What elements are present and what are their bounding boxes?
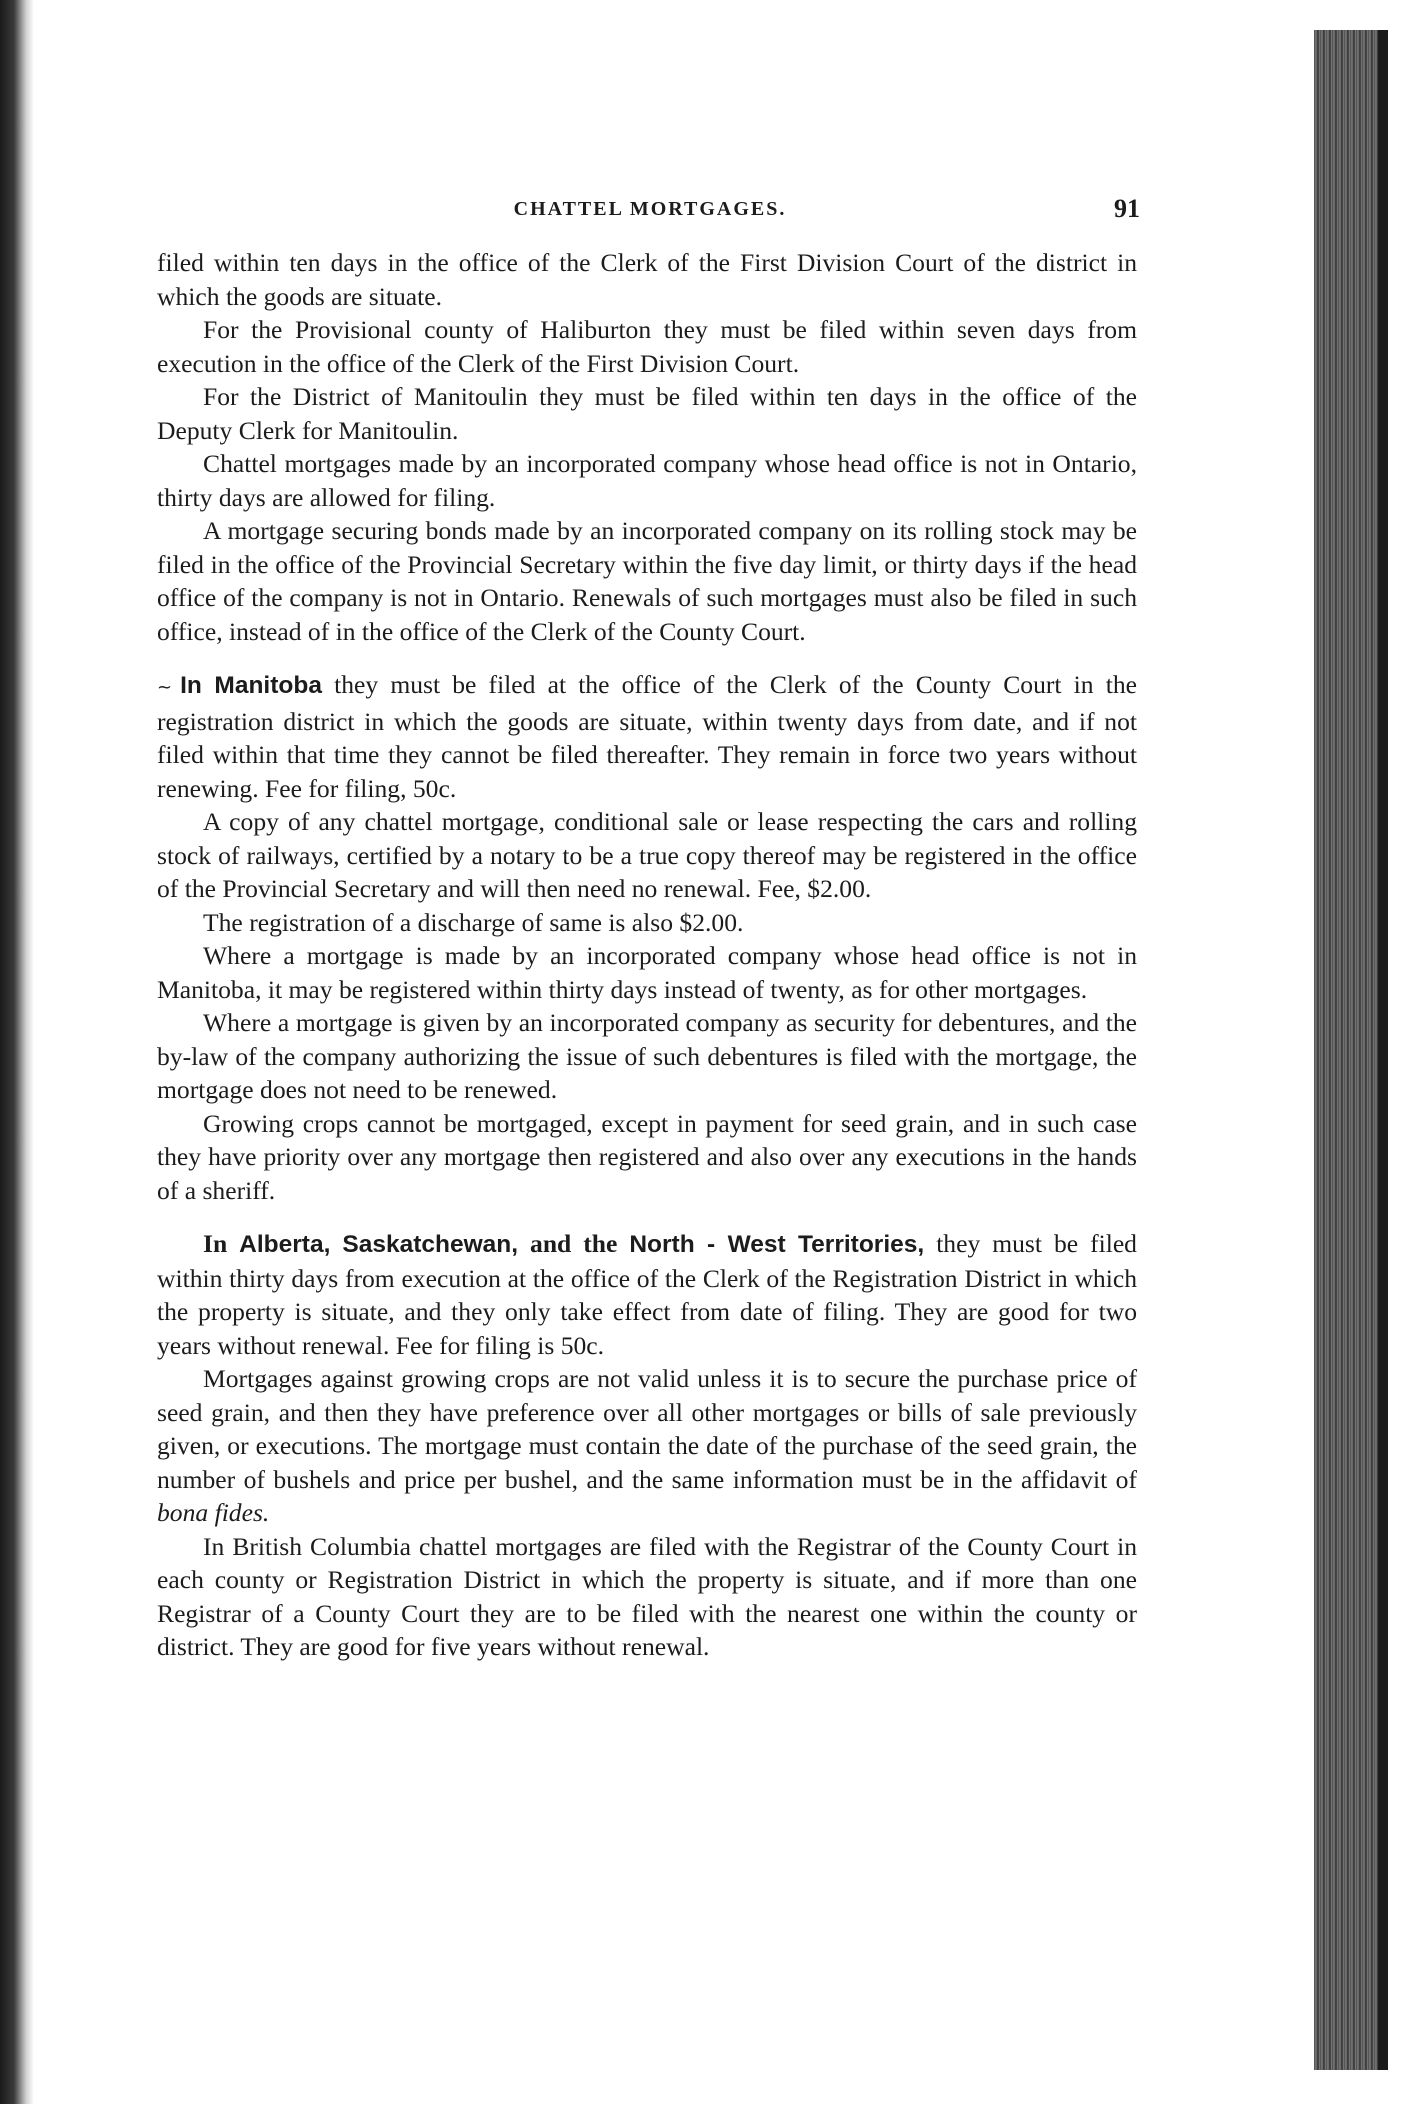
paragraph: For the District of Manitoulin they must be filed within ten days in the office of the Deputy Clerk for Manitoulin. (157, 382, 1137, 445)
book-binding-left-edge (0, 0, 34, 2104)
heading-and-the: and the (530, 1229, 618, 1258)
alberta-text: they must be filed within thirty days from execution at the office of the Clerk of the Registration District in which the property is situate, and they only take effect from date of filing. They are good for two years without renewal. Fee for filing is 50c. (157, 1229, 1137, 1360)
paragraph-crops (157, 1362, 1137, 1530)
crops-text: Mortgages against growing crops are not valid unless it is to secure the purchase price of seed grain, and then they have preference over all other mortgages or bills of sale previously given, or executions. The mortgage must contain the date of the purchase of the seed grain, the number of bushels and price per bushel, and the same information must be in the affidavit of (157, 1364, 1137, 1494)
right-margin (1388, 0, 1408, 2104)
book-page-edges (1314, 30, 1388, 2070)
page-number: 91 (1114, 194, 1140, 223)
heading-in: In (203, 1229, 228, 1258)
body-text (157, 246, 1137, 1664)
paragraph: Growing crops cannot be mortgaged, except in payment for seed grain, and in such case they have priority over any mortgage then registered and also over any executions in the hands of a sheriff. (157, 1108, 1137, 1205)
paragraph: For the Provisional county of Haliburton they must be filed within seven days from execution in the office of the Clerk of the First Division Court. (157, 315, 1137, 378)
section-heading-saskatchewan: Saskatchewan, (342, 1231, 519, 1258)
section-heading-manitoba: In Manitoba (180, 672, 322, 699)
paragraph: Where a mortgage is made by an incorporated company whose head office is not in Manitoba, it may be registered within thirty days instead of twenty, as for other mortgages. (157, 941, 1137, 1004)
page-title: CHATTEL MORTGAGES. (513, 198, 787, 220)
section-heading-alberta: Alberta, (239, 1231, 331, 1258)
paragraph: A copy of any chattel mortgage, conditional sale or lease respecting the cars and rolling stock of railways, certified by a notary to be a true copy thereof may be registered in the office of the Provincial Secretary and will then need no renewal. Fee, $2.00. (157, 807, 1137, 903)
paragraph-british-columbia: In British Columbia chattel mortgages are filed with the Registrar of the County Court in each county or Registration District in which the property is situate, and if more than one Registrar of a County Court they are to be filed with the nearest one within the county or district. They are good for five years without renewal. (157, 1531, 1137, 1661)
paragraph: filed within ten days in the office of the Clerk of the First Division Court of the district in which the goods are situate. (157, 248, 1137, 311)
paragraph: Where a mortgage is given by an incorporated company as security for debentures, and the by-law of the company authorizing the issue of such debentures is filed with the mortgage, the mortgage does not need to be renewed. (157, 1008, 1137, 1104)
paragraph: A mortgage securing bonds made by an incorporated company on its rolling stock may be filed in the office of the Provincial Secretary within the five day limit, or thirty days if the head office of the company is not in Ontario. Renewals of such mortgages must also be filed in such office, instead of in the office of the Clerk of the County Court. (157, 516, 1137, 646)
crops-italic: bona fides. (157, 1498, 270, 1527)
paragraph: The registration of a discharge of same is also $2.00. (203, 907, 744, 937)
manitoba-section (157, 668, 1137, 805)
running-head (160, 194, 1140, 224)
section-heading-nwt: North - West Territories, (629, 1231, 925, 1258)
paragraph: Chattel mortgages made by an incorporated company whose head office is not in Ontario, thirty days are allowed for filing. (157, 449, 1137, 512)
alberta-section (157, 1227, 1137, 1362)
manitoba-text: they must be filed at the office of the Clerk of the County Court in the registration district in which the goods are situate, within twenty days from date, and if not filed within that time they cannot be filed thereafter. They remain in force two years without renewing. Fee for filing, 50c. (157, 670, 1138, 803)
margin-mark: ~ (157, 677, 173, 698)
